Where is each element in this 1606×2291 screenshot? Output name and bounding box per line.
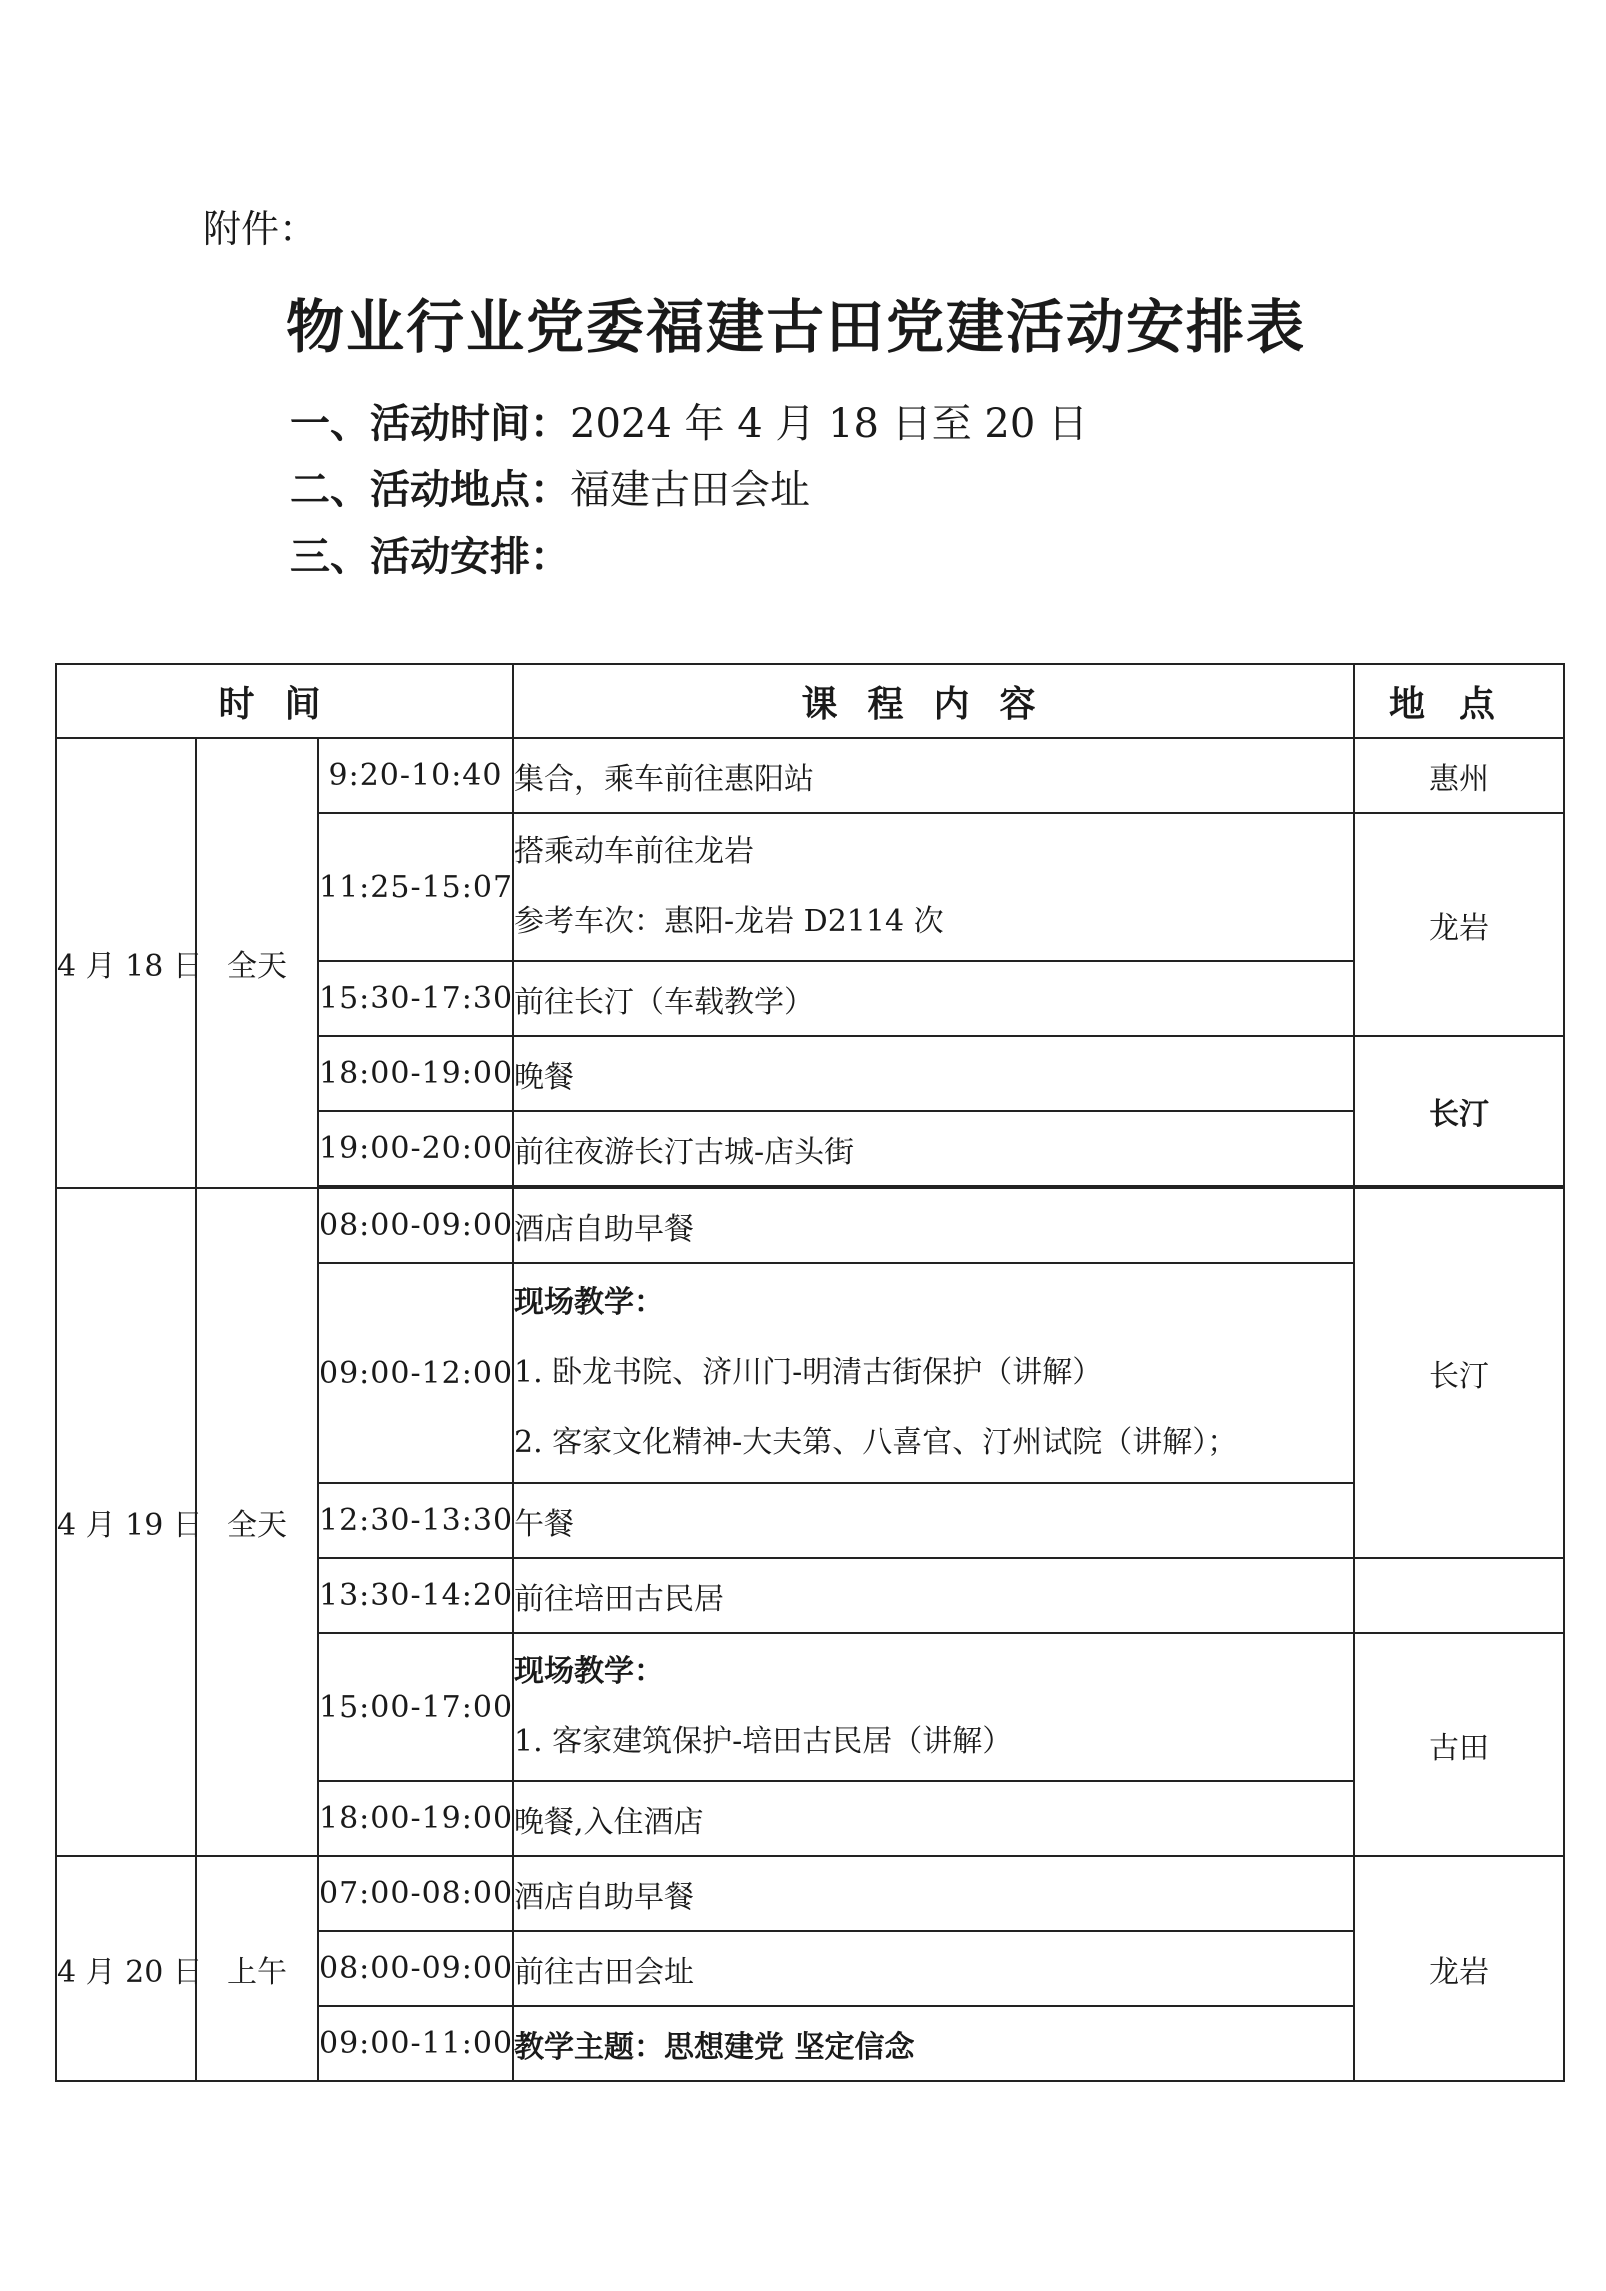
time-slot: 15:00-17:00: [318, 1633, 513, 1781]
content-line: 2. 客家文化精神-大夫第、八喜官、汀州试院（讲解）；: [514, 1425, 1238, 1460]
table-row: [56, 738, 1564, 813]
content-heading: 现场教学：: [514, 1654, 664, 1689]
section-value: 2024 年 4 月 18 日至 20 日: [570, 401, 1089, 447]
header-content: 课程内容: [513, 664, 1354, 738]
content-cell: 晚餐,入住酒店: [513, 1781, 1354, 1856]
time-slot: 9:20-10:40: [318, 738, 513, 813]
section-label: 二、活动地点：: [290, 466, 570, 513]
day-date: 4 月 18 日: [56, 738, 196, 1188]
time-slot: 12:30-13:30: [318, 1483, 513, 1558]
content-cell: 前往培田古民居: [513, 1558, 1354, 1633]
time-slot: 11:25-15:07: [318, 813, 513, 961]
time-slot: 15:30-17:30: [318, 961, 513, 1036]
content-cell: 酒店自助早餐: [513, 1188, 1354, 1263]
day-date: 4 月 20 日: [56, 1856, 196, 2081]
header-place: 地点: [1354, 664, 1564, 738]
content-line: 参考车次：惠阳-龙岩 D2114 次: [514, 904, 944, 939]
section-activity-arrangement: [290, 525, 570, 582]
content-cell: [513, 813, 1354, 961]
content-line: 1. 客家建筑保护-培田古民居（讲解）: [514, 1724, 1013, 1759]
time-slot: 19:00-20:00: [318, 1111, 513, 1186]
header-time: 时间: [56, 664, 513, 738]
content-cell: 晚餐: [513, 1036, 1354, 1111]
location-cell: 龙岩: [1354, 813, 1564, 1036]
time-slot: 08:00-09:00: [318, 1188, 513, 1263]
section-label: 一、活动时间：: [290, 400, 570, 447]
content-line: 搭乘动车前往龙岩: [514, 834, 754, 869]
schedule-table: [55, 663, 1565, 2082]
content-cell: 午餐: [513, 1483, 1354, 1558]
time-slot: 18:00-19:00: [318, 1781, 513, 1856]
page-title: 物业行业党委福建古田党建活动安排表: [286, 293, 1307, 361]
day-period: 全天: [196, 738, 318, 1188]
content-cell: 集合，乘车前往惠阳站: [513, 738, 1354, 813]
time-slot: 09:00-11:00: [318, 2006, 513, 2081]
time-slot: 13:30-14:20: [318, 1558, 513, 1633]
table-row: [56, 1856, 1564, 1931]
section-value: 福建古田会址: [570, 467, 810, 513]
content-heading: 现场教学：: [514, 1285, 664, 1320]
location-cell: 长汀: [1354, 1036, 1564, 1186]
location-cell: 龙岩: [1354, 1856, 1564, 2081]
content-cell: [513, 1633, 1354, 1781]
table-header-row: [56, 664, 1564, 738]
section-activity-time: [290, 392, 1088, 449]
location-cell: 惠州: [1354, 738, 1564, 813]
content-cell: 教学主题：思想建党 坚定信念: [513, 2006, 1354, 2081]
time-slot: 08:00-09:00: [318, 1931, 513, 2006]
content-line: 1. 卧龙书院、济川门-明清古街保护（讲解）: [514, 1355, 1103, 1390]
content-cell: 前往古田会址: [513, 1931, 1354, 2006]
location-cell: 古田: [1354, 1633, 1564, 1856]
time-slot: 07:00-08:00: [318, 1856, 513, 1931]
day-period: 全天: [196, 1188, 318, 1856]
content-cell: [513, 1263, 1354, 1483]
attachment-label: 附件：: [203, 207, 318, 251]
content-cell: 前往夜游长汀古城-店头街: [513, 1111, 1354, 1186]
section-activity-place: [290, 458, 810, 515]
day-date: 4 月 19 日: [56, 1188, 196, 1856]
location-cell: [1354, 1558, 1564, 1633]
time-slot: 18:00-19:00: [318, 1036, 513, 1111]
time-slot: 09:00-12:00: [318, 1263, 513, 1483]
section-label: 三、活动安排：: [290, 533, 570, 580]
day-period: 上午: [196, 1856, 318, 2081]
content-cell: 前往长汀（车载教学）: [513, 961, 1354, 1036]
table-row: [56, 1188, 1564, 1263]
content-cell: 酒店自助早餐: [513, 1856, 1354, 1931]
location-cell: 长汀: [1354, 1188, 1564, 1558]
